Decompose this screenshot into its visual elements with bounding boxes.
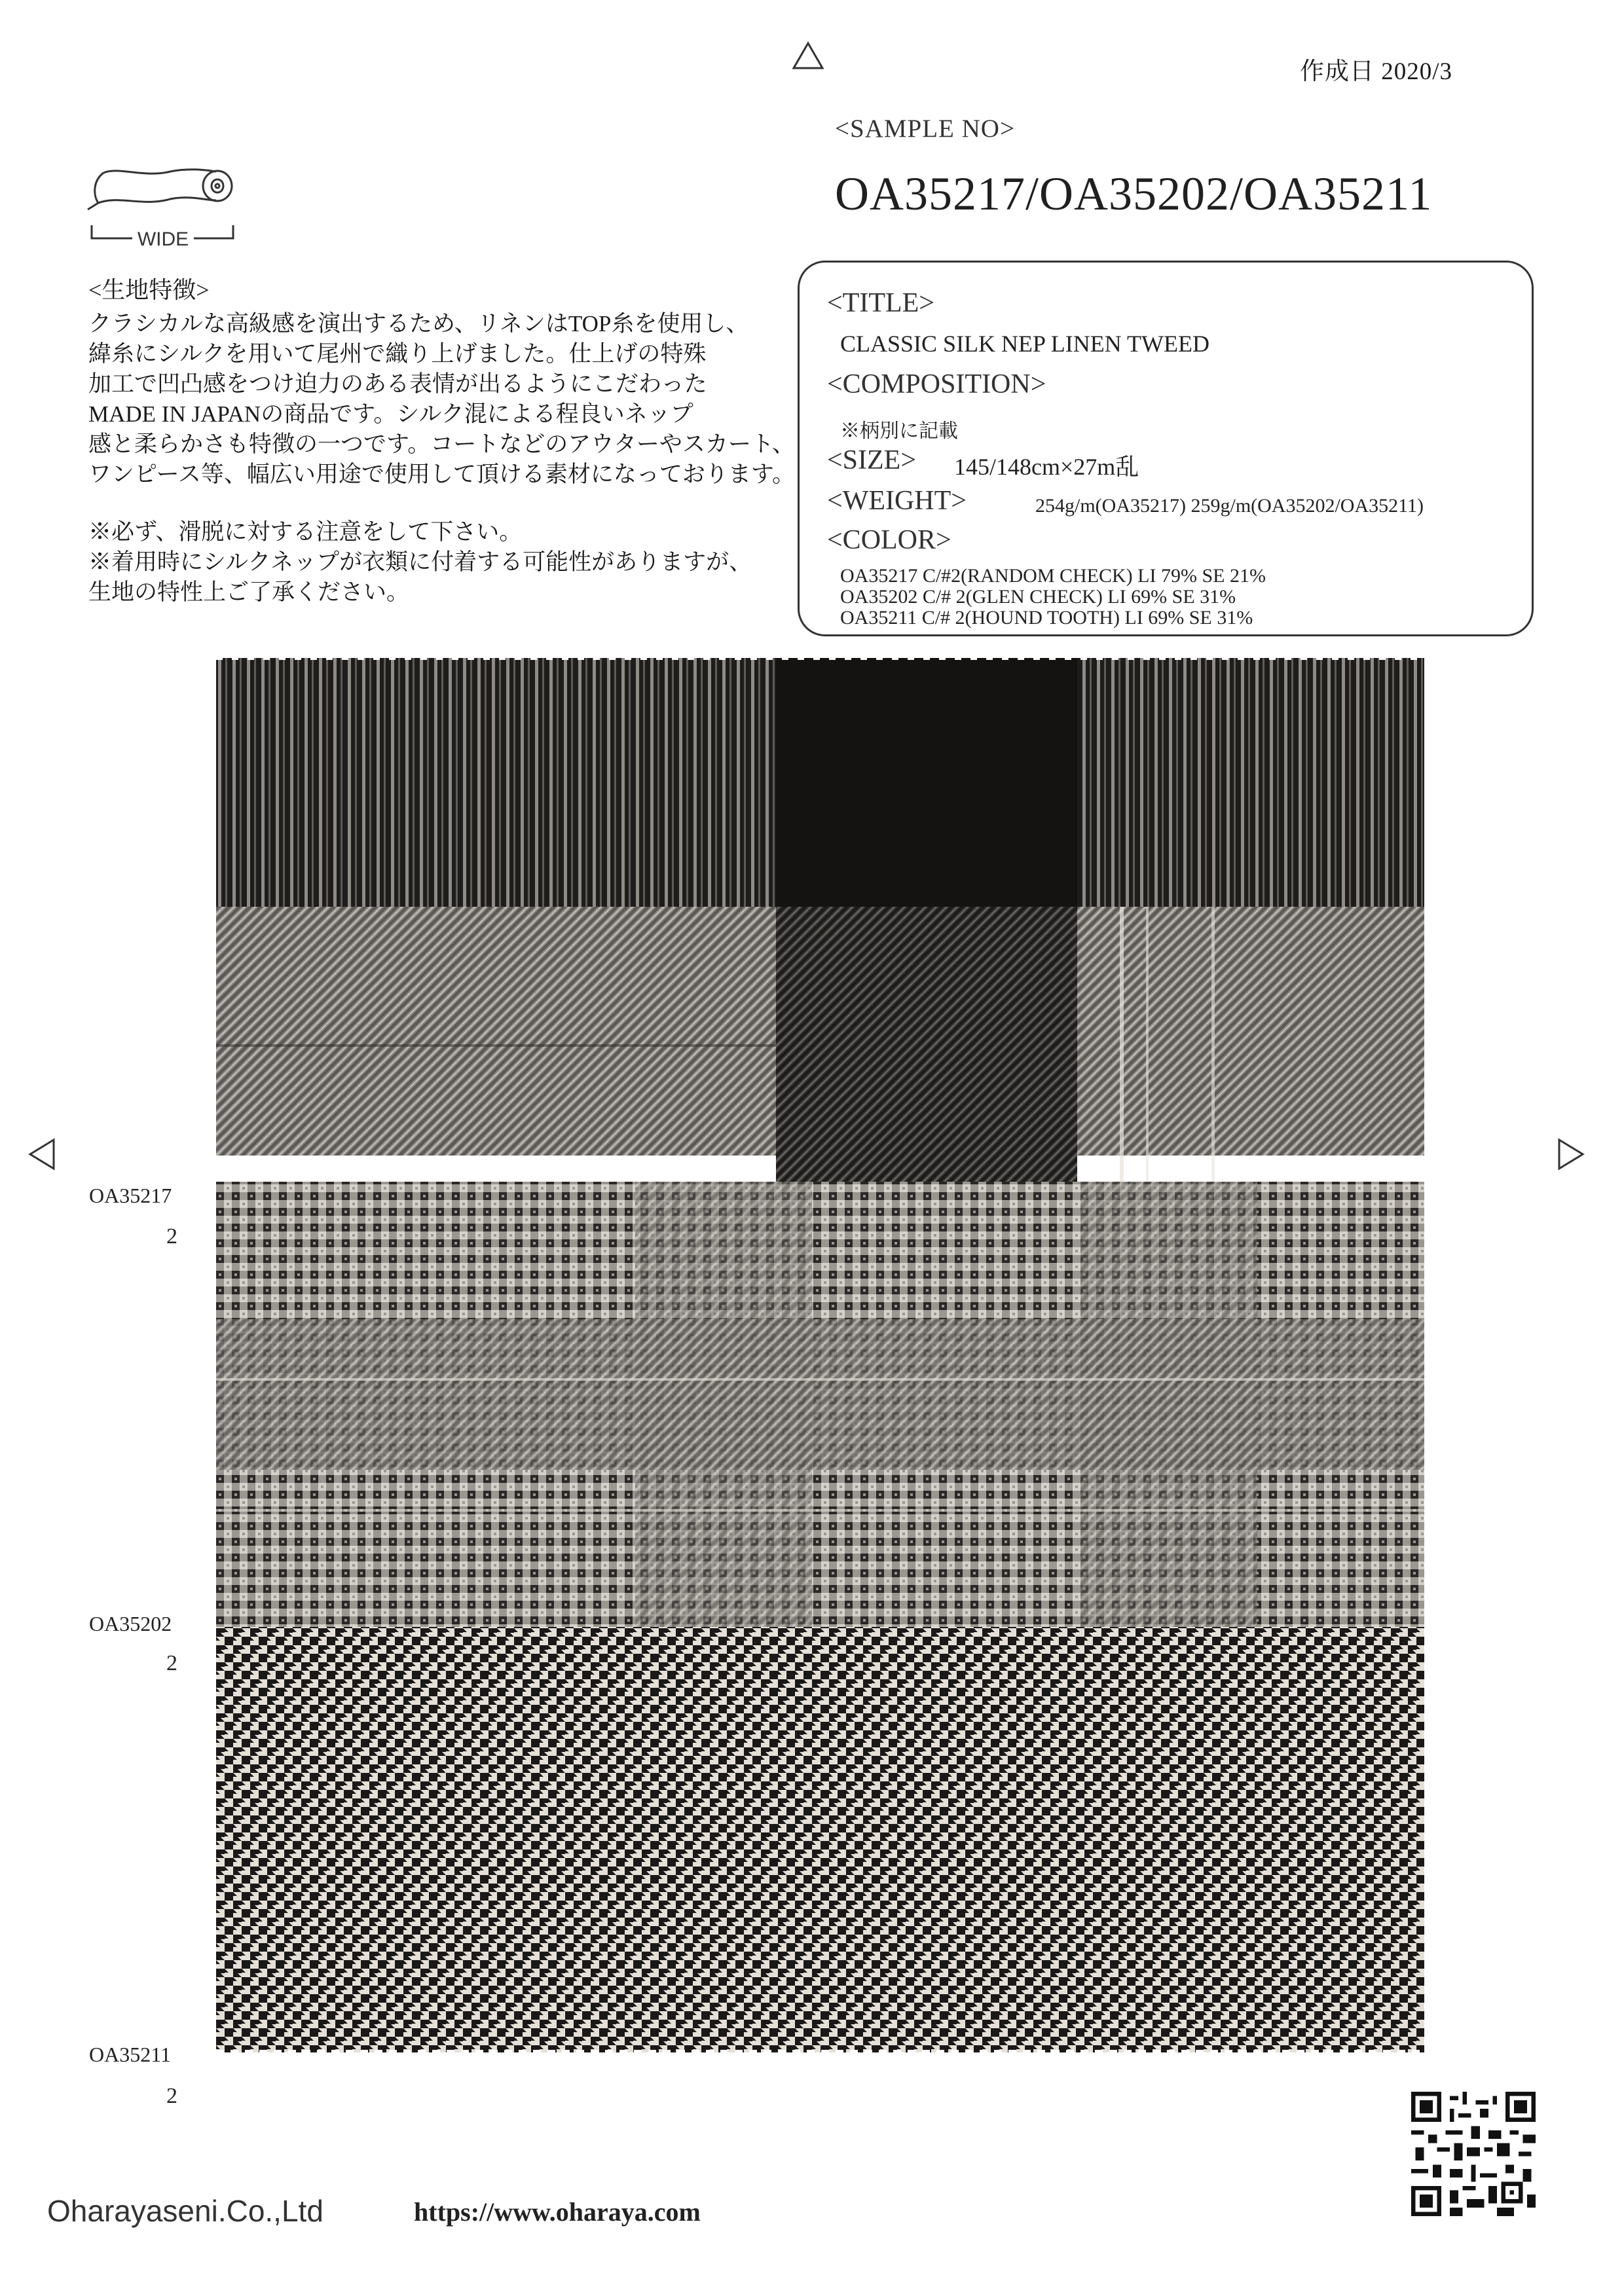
fabric-roll-icon xyxy=(79,152,249,250)
features-notes xyxy=(88,517,752,608)
features-line: ワンピース等、幅広い用途で使用して頂ける素材になっております。 xyxy=(88,462,796,487)
triangle-up-icon[interactable] xyxy=(791,41,825,71)
color-line: OA35202 C/# 2(GLEN CHECK) LI 69% SE 31% xyxy=(840,586,1236,608)
swatch-label-color: 2 xyxy=(166,2084,177,2108)
spec-box xyxy=(798,261,1534,636)
color-line: OA35217 C/#2(RANDOM CHECK) LI 79% SE 21% xyxy=(840,565,1266,587)
swatch-label-color: 2 xyxy=(166,1651,177,1675)
sample-no-label: <SAMPLE NO> xyxy=(835,115,1015,143)
swatch-label-code: OA35217 xyxy=(89,1184,172,1207)
triangle-left-icon[interactable] xyxy=(26,1136,58,1173)
note-line: ※必ず、滑脱に対する注意をして下さい。 xyxy=(88,519,523,545)
weight-label: <WEIGHT> xyxy=(827,486,967,516)
weight-value: 254g/m(OA35217) 259g/m(OA35202/OA35211) xyxy=(1035,495,1424,517)
created-date: 作成日 2020/3 xyxy=(1300,58,1453,85)
note-line: 生地の特性上ご了承ください。 xyxy=(88,579,410,605)
features-heading: <生地特徴> xyxy=(88,277,210,303)
title-label: <TITLE> xyxy=(827,288,934,318)
color-line: OA35211 C/# 2(HOUND TOOTH) LI 69% SE 31% xyxy=(840,607,1253,629)
fabric-swatch-image xyxy=(216,658,1424,2052)
size-value: 145/148cm×27m乱 xyxy=(954,454,1139,480)
website-link[interactable]: https://www.oharaya.com xyxy=(414,2197,701,2227)
swatch-label-code: OA35211 xyxy=(89,2043,172,2066)
roll-icon-label: WIDE xyxy=(137,228,189,250)
title-value: CLASSIC SILK NEP LINEN TWEED xyxy=(840,331,1209,357)
features-description xyxy=(88,309,802,490)
swatch-label-color: 2 xyxy=(166,1224,177,1248)
qr-code-icon[interactable] xyxy=(1411,2092,1536,2216)
company-name: Oharayaseni.Co.,Ltd xyxy=(47,2194,323,2228)
features-line: 加工で凹凸感をつけ迫力のある表情が出るようにこだわった xyxy=(88,371,707,397)
features-line: 感と柔らかさも特徴の一つです。コートなどのアウターやスカート、 xyxy=(88,431,795,457)
features-line: MADE IN JAPANの商品です。シルク混による程良いネップ xyxy=(88,401,693,427)
composition-value: ※柄別に記載 xyxy=(840,420,958,442)
features-line: クラシカルな高級感を演出するため、リネンはTOP糸を使用し、 xyxy=(88,311,749,337)
swatch-label-code: OA35202 xyxy=(89,1612,172,1635)
sample-no: OA35217/OA35202/OA35211 xyxy=(835,168,1433,220)
note-line: ※着用時にシルクネップが衣類に付着する可能性がありますが、 xyxy=(88,549,752,575)
features-line: 緯糸にシルクを用いて尾州で織り上げました。仕上げの特殊 xyxy=(88,341,707,367)
color-label: <COLOR> xyxy=(827,525,951,555)
size-label: <SIZE> xyxy=(827,445,917,475)
composition-label: <COMPOSITION> xyxy=(827,369,1046,399)
triangle-right-icon[interactable] xyxy=(1555,1136,1587,1173)
